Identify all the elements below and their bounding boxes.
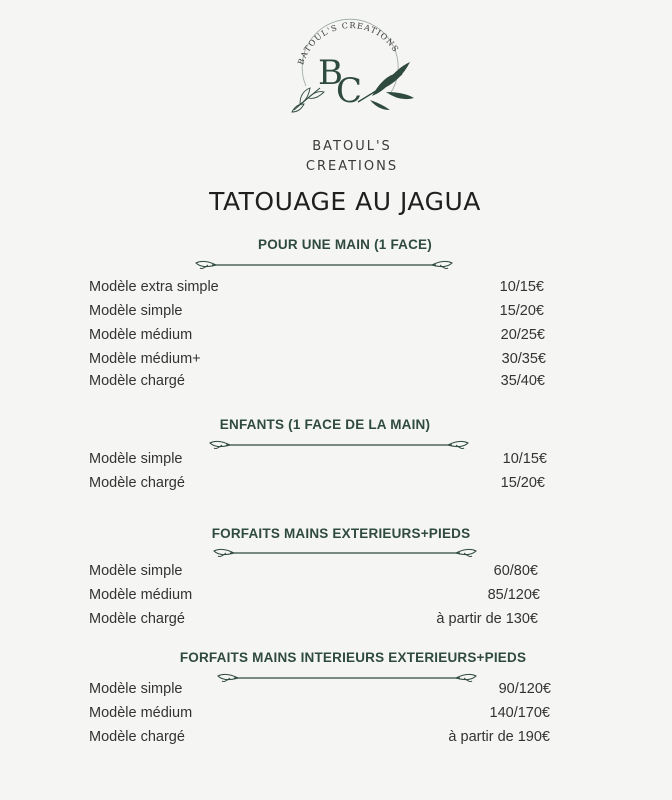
price-row-label: Modèle simple [89, 451, 183, 467]
price-row-label: Modèle chargé [89, 729, 185, 745]
price-row-label: Modèle extra simple [89, 279, 219, 295]
price-value: 30/35€ [501, 351, 546, 367]
section-title: FORFAITS MAINS EXTERIEURS+PIEDS [211, 526, 471, 541]
section-title: POUR UNE MAIN (1 FACE) [258, 237, 432, 252]
ornament-divider [208, 438, 470, 452]
price-value: 20/25€ [500, 327, 545, 343]
price-value: 140/170€ [489, 705, 550, 721]
price-row-label: Modèle simple [89, 681, 183, 697]
section-title: FORFAITS MAINS INTERIEURS EXTERIEURS+PIEDS [179, 650, 527, 665]
price-value: 10/15€ [502, 451, 547, 467]
brand-name-line2: CREATIONS [305, 159, 399, 174]
price-row-label: Modèle simple [89, 303, 183, 319]
price-row-label: Modèle chargé [89, 611, 185, 627]
ornament-divider [194, 258, 454, 272]
price-row-label: Modèle chargé [89, 373, 185, 389]
price-row-label: Modèle médium [89, 587, 193, 603]
brand-logo [286, 18, 418, 122]
price-value: 60/80€ [493, 563, 538, 579]
ornament-divider [216, 671, 478, 685]
price-row-label: Modèle médium [89, 327, 193, 343]
price-value: 15/20€ [500, 475, 545, 491]
price-row-label: Modèle médium [89, 705, 193, 721]
page-title: TATOUAGE AU JAGUA [209, 187, 481, 216]
svg-text:B: B [318, 53, 343, 93]
price-value: 15/20€ [499, 303, 544, 319]
price-row-label: Modèle médium+ [89, 351, 201, 367]
price-value: 85/120€ [487, 587, 540, 603]
price-row-label: Modèle simple [89, 563, 183, 579]
price-value: à partir de 190€ [448, 729, 550, 745]
svg-text:C: C [336, 71, 363, 111]
price-value: 90/120€ [498, 681, 551, 697]
brand-name-line1: BATOUL'S [312, 139, 392, 154]
ornament-divider [212, 546, 478, 560]
section-title: ENFANTS (1 FACE DE LA MAIN) [219, 417, 431, 432]
price-value: 35/40€ [500, 373, 545, 389]
price-row-label: Modèle chargé [89, 475, 185, 491]
price-value: 10/15€ [499, 279, 544, 295]
price-value: à partir de 130€ [436, 611, 538, 627]
svg-text:BATOUL'S CREATIONS: BATOUL'S CREATIONS [296, 20, 401, 66]
